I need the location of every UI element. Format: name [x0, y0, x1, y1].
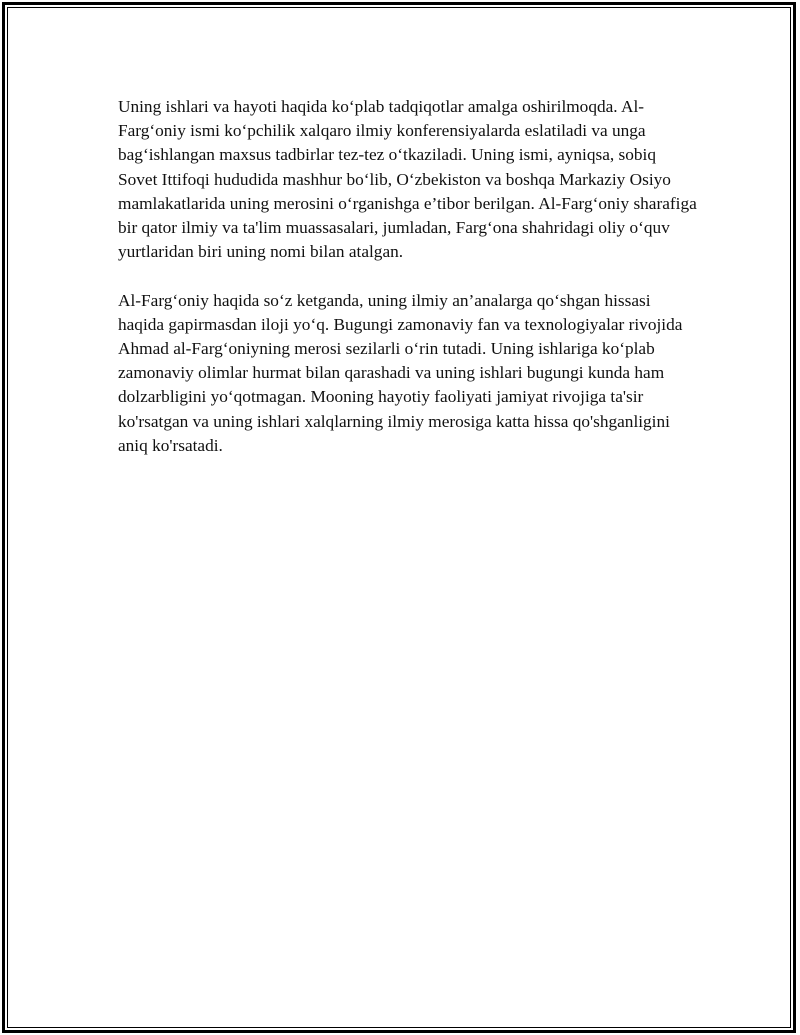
document-body — [118, 95, 698, 482]
paragraph-1: Uning ishlari va hayoti haqida ko‘plab tadqiqotlar amalga oshirilmoqda. Al-Farg‘oniy ismi ko‘pchilik xalqaro ilmiy konferensiyalarda eslatiladi va unga bag‘ishlangan maxsus tadbirlar tez-tez o‘tkaziladi. Uning ismi, ayniqsa, sobiq Sovet Ittifoqi hududida mashhur bo‘lib, O‘zbekiston va boshqa Markaziy Osiyo mamlakatlarida uning merosini o‘rganishga e’tibor berilgan. Al-Farg‘oniy sharafiga bir qator ilmiy va ta'lim muassasalari, jumladan, Farg‘ona shahridagi oliy o‘quv yurtlaridan biri uning nomi bilan atalgan. — [118, 97, 697, 262]
page-border — [2, 2, 796, 1033]
paragraph-2: Al-Farg‘oniy haqida so‘z ketganda, uning ilmiy an’analarga qo‘shgan hissasi haqida gapirmasdan iloji yo‘q. Bugungi zamonaviy fan va texnologiyalar rivojida Ahmad al-Farg‘oniyning merosi sezilarli o‘rin tutadi. Uning ishlariga ko‘plab zamonaviy olimlar hurmat bilan qarashadi va uning ishlari bugungi kunda ham dolzarbligini yo‘qotmagan. Mooning hayotiy faoliyati jamiyat rivojiga ta'sir ko'rsatgan va uning ishlari xalqlarning ilmiy merosiga katta hissa qo'shganligini aniq ko'rsatadi. — [118, 290, 683, 455]
